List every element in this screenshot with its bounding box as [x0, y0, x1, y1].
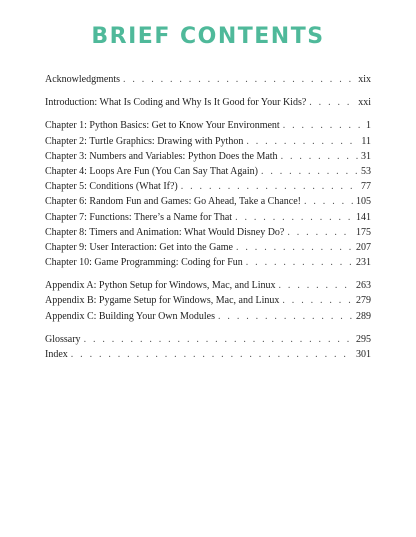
toc-entry-page: 77 [361, 181, 371, 193]
toc-entry-page: 231 [356, 257, 371, 269]
dot-leader [282, 293, 353, 308]
toc-entry[interactable] [45, 134, 371, 149]
toc-entry-page: 295 [356, 333, 371, 345]
dot-leader [287, 225, 353, 240]
toc-entry-page: 141 [356, 211, 371, 223]
dot-leader [236, 240, 353, 255]
toc-entry-page: 31 [361, 150, 371, 162]
toc-entry[interactable] [45, 164, 371, 179]
toc-entry-page: 53 [361, 165, 371, 177]
table-of-contents [45, 72, 371, 362]
section-gap [45, 110, 371, 118]
toc-entry[interactable] [45, 194, 371, 209]
toc-entry-title: Chapter 4: Loops Are Fun (You Can Say That Again) [45, 165, 258, 177]
toc-entry-title: Appendix A: Python Setup for Windows, Mac, and Linux [45, 280, 276, 292]
toc-entry-title: Chapter 6: Random Fun and Games: Go Ahead, Take a Chance! [45, 196, 301, 208]
toc-entry-page: 11 [361, 135, 371, 147]
toc-entry[interactable] [45, 179, 371, 194]
dot-leader [304, 194, 353, 209]
toc-entry-page: 301 [356, 349, 371, 360]
toc-entry[interactable] [45, 255, 371, 270]
dot-leader [123, 72, 355, 87]
dot-leader [246, 134, 358, 149]
toc-entry-title: Chapter 9: User Interaction: Get into the Game [45, 241, 233, 253]
toc-entry-title: Introduction: What Is Coding and Why Is It Good for Your Kids? [45, 97, 307, 109]
section-gap [45, 270, 371, 278]
toc-entry-title: Acknowledgments [45, 74, 120, 85]
dot-leader [281, 149, 358, 164]
toc-entry[interactable] [45, 240, 371, 255]
toc-entry[interactable] [45, 149, 371, 164]
dot-leader [279, 278, 353, 293]
toc-entry-page: 105 [356, 196, 371, 208]
dot-leader [261, 164, 358, 179]
dot-leader [309, 95, 355, 110]
section-gap [45, 324, 371, 332]
toc-entry-page: 207 [356, 241, 371, 253]
toc-entry-title: Appendix B: Pygame Setup for Windows, Mac, and Linux [45, 295, 280, 307]
dot-leader [246, 255, 353, 270]
toc-entry-page: 1 [366, 120, 371, 132]
dot-leader [283, 118, 363, 133]
dot-leader [71, 347, 353, 362]
toc-entry-title: Chapter 3: Numbers and Variables: Python Does the Math [45, 150, 278, 162]
toc-entry-page: 289 [356, 310, 371, 322]
toc-entry-title: Chapter 5: Conditions (What If?) [45, 181, 178, 193]
section-gap [45, 87, 371, 95]
toc-entry-title: Chapter 1: Python Basics: Get to Know Your Environment [45, 120, 280, 132]
toc-entry[interactable] [45, 118, 371, 133]
toc-entry[interactable] [45, 293, 371, 308]
toc-entry-page: xxi [358, 97, 371, 109]
toc-entry-page: 175 [356, 226, 371, 238]
toc-entry[interactable] [45, 95, 371, 110]
toc-entry-title: Chapter 8: Timers and Animation: What Would Disney Do? [45, 226, 285, 238]
toc-entry-page: 279 [356, 295, 371, 307]
toc-entry-title: Glossary [45, 333, 81, 345]
toc-entry-title: Chapter 2: Turtle Graphics: Drawing with Python [45, 135, 244, 147]
dot-leader [84, 332, 353, 347]
toc-entry-title: Index [45, 349, 68, 360]
dot-leader [235, 210, 353, 225]
dot-leader [218, 309, 353, 324]
toc-entry-title: Chapter 7: Functions: There’s a Name for That [45, 211, 233, 223]
toc-entry-title: Appendix C: Building Your Own Modules [45, 310, 216, 322]
toc-entry-page: xix [358, 74, 371, 85]
toc-entry[interactable] [45, 332, 371, 347]
toc-entry[interactable] [45, 210, 371, 225]
page-title: BRIEF CONTENTS [91, 24, 325, 49]
toc-entry[interactable] [45, 72, 371, 87]
toc-entry[interactable] [45, 309, 371, 324]
toc-entry-page: 263 [356, 280, 371, 292]
toc-entry[interactable] [45, 278, 371, 293]
toc-entry[interactable] [45, 347, 371, 362]
dot-leader [181, 179, 358, 194]
toc-entry[interactable] [45, 225, 371, 240]
toc-entry-title: Chapter 10: Game Programming: Coding for Fun [45, 257, 243, 269]
